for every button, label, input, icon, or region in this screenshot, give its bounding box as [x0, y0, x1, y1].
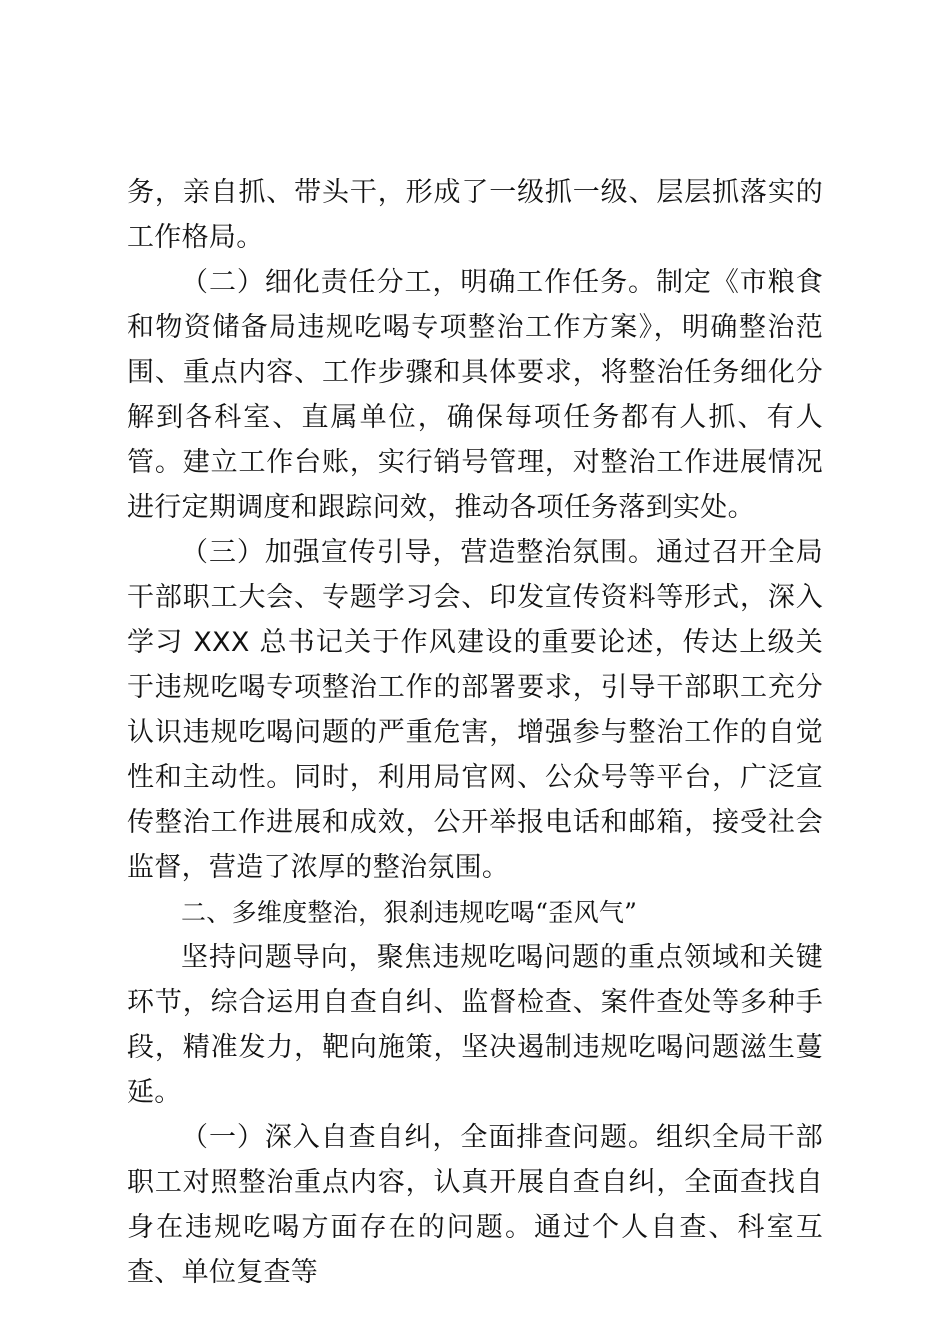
- paragraph-3-publicity: （三）加强宣传引导，营造整治氛围。通过召开全局干部职工大会、专题学习会、印发宣传资料等形式，深入学习 XXX 总书记关于作风建设的重要论述，传达上级关于违规吃喝专项整治工作的部署要求，引导干部职工充分认识违规吃喝问题的严重危害，增强参与整治工作的自觉性和主动性。同时，利用局官网、公众号等平台，广泛宣传整治工作进展和成效，公开举报电话和邮箱，接受社会监督，营造了浓厚的整治氛围。: [127, 537, 823, 883]
- paragraph-section-intro: 坚持问题导向，聚焦违规吃喝问题的重点领域和关键环节，综合运用自查自纠、监督检查、案件查处等多种手段，精准发力，靶向施策，坚决遏制违规吃喝问题滋生蔓延。: [127, 942, 823, 1108]
- section-heading: 二、多维度整治，狠刹违规吃喝“歪风气”: [181, 898, 638, 927]
- paragraph-continuation: 务，亲自抓、带头干，形成了一级抓一级、层层抓落实的工作格局。: [127, 177, 823, 253]
- paragraph-2-responsibility: （二）细化责任分工，明确工作任务。制定《市粮食和物资储备局违规吃喝专项整治工作方案》，明确整治范围、重点内容、工作步骤和具体要求，将整治任务细化分解到各科室、直属单位，确保每项任务都有人抓、有人管。建立工作台账，实行销号管理，对整治工作进展情况进行定期调度和跟踪问效，推动各项任务落到实处。: [127, 267, 823, 523]
- document-body: [127, 170, 823, 1295]
- paragraph-self-inspection: （一）深入自查自纠，全面排查问题。组织全局干部职工对照整治重点内容，认真开展自查自纠，全面查找自身在违规吃喝方面存在的问题。通过个人自查、科室互查、单位复查等: [127, 1122, 823, 1288]
